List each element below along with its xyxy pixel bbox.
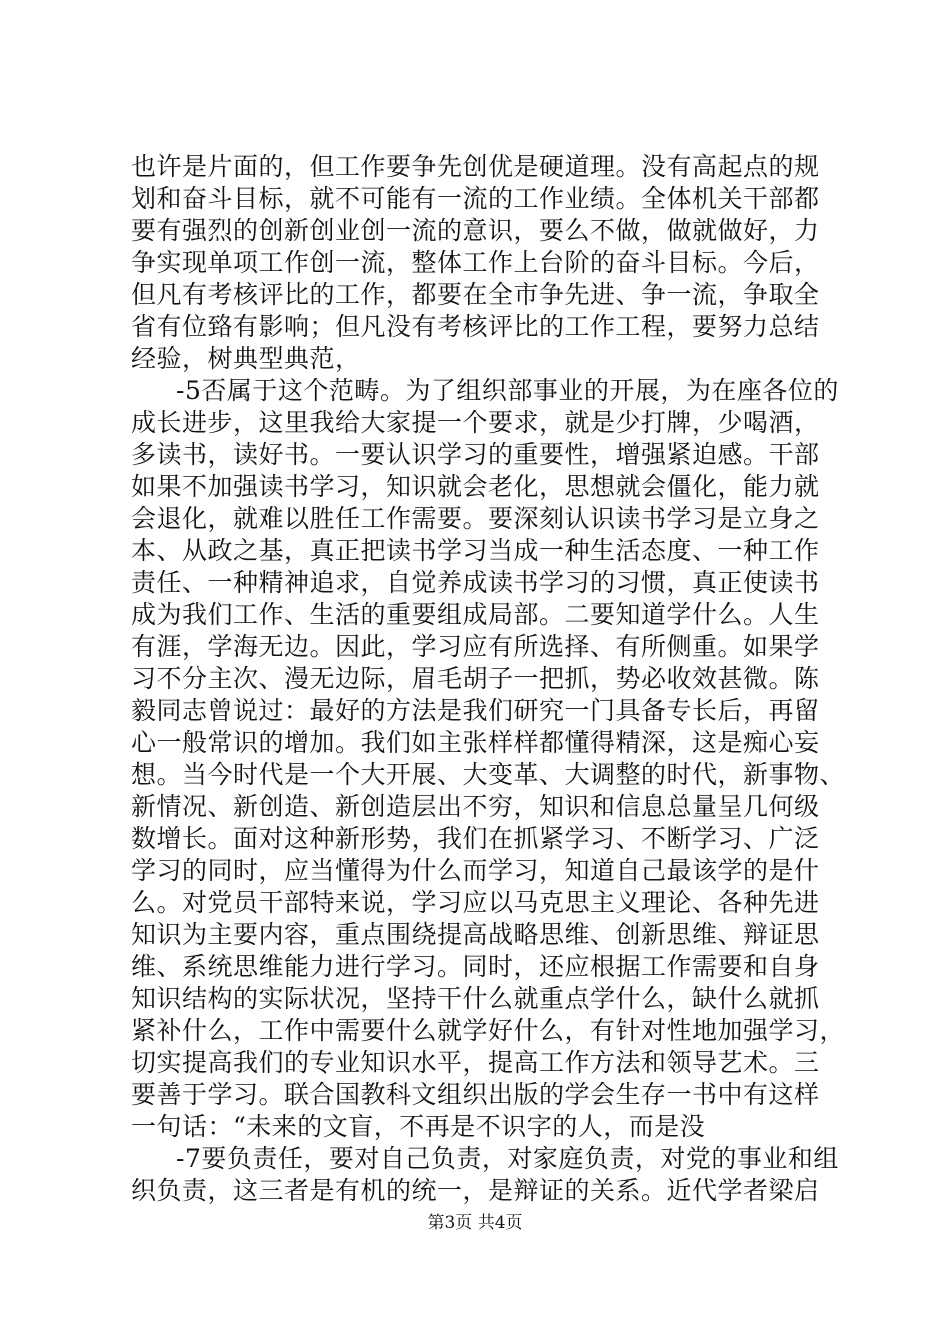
text-line: 多读书，读好书。一要认识学习的重要性，增强紧迫感。干部 — [131, 440, 820, 469]
text-line: 也许是片面的，但工作要争先创优是硬道理。没有高起点的规 — [131, 152, 820, 181]
text-line: 但凡有考核评比的工作，都要在全市争先进、争一流，争取全 — [131, 280, 820, 309]
text-line: 织负责，这三者是有机的统一，是辩证的关系。近代学者梁启 — [131, 1176, 820, 1205]
text-line: 新情况、新创造、新创造层出不穷，知识和信息总量呈几何级 — [131, 792, 820, 821]
text-line: 省有位臵有影响；但凡没有考核评比的工作工程，要努力总结 — [131, 312, 820, 341]
paragraph-start-line: -5否属于这个范畴。为了组织部事业的开展，为在座各位的 — [176, 376, 839, 405]
text-line: 成为我们工作、生活的重要组成局部。二要知道学什么。人生 — [131, 600, 820, 629]
text-line: 一句话：“未来的文盲，不再是不识字的人，而是没 — [131, 1112, 706, 1141]
text-line: 心一般常识的增加。我们如主张样样都懂得精深，这是痴心妄 — [131, 728, 820, 757]
text-line: 维、系统思维能力进行学习。同时，还应根据工作需要和自身 — [131, 952, 820, 981]
text-line: 毅同志曾说过：最好的方法是我们研究一门具备专长后，再留 — [131, 696, 820, 725]
text-line: 会退化，就难以胜任工作需要。要深刻认识读书学习是立身之 — [131, 504, 820, 533]
text-line: 知识结构的实际状况，坚持干什么就重点学什么，缺什么就抓 — [131, 984, 820, 1013]
text-line: 责任、一种精神追求，自觉养成读书学习的习惯，真正使读书 — [131, 568, 820, 597]
text-line: 争实现单项工作创一流，整体工作上台阶的奋斗目标。今后， — [131, 248, 820, 277]
text-line: 有涯，学海无边。因此，学习应有所选择、有所侧重。如果学 — [131, 632, 820, 661]
text-line: 经验，树典型典范， — [131, 344, 361, 373]
text-line: 知识为主要内容，重点围绕提高战略思维、创新思维、辩证思 — [131, 920, 820, 949]
text-line: 要善于学习。联合国教科文组织出版的学会生存一书中有这样 — [131, 1080, 820, 1109]
paragraph-start-line: -7要负责任，要对自己负责，对家庭负责，对党的事业和组 — [176, 1144, 839, 1173]
body-text — [131, 151, 846, 1207]
text-line: 么。对党员干部特来说，学习应以马克思主义理论、各种先进 — [131, 888, 820, 917]
text-line: 数增长。面对这种新形势，我们在抓紧学习、不断学习、广泛 — [131, 824, 820, 853]
text-line: 本、从政之基，真正把读书学习当成一种生活态度、一种工作 — [131, 536, 820, 565]
page-number-footer: 第3页 共4页 — [427, 1213, 523, 1233]
text-line: 习不分主次、漫无边际，眉毛胡子一把抓，势必收效甚微。陈 — [131, 664, 820, 693]
text-line: 划和奋斗目标，就不可能有一流的工作业绩。全体机关干部都 — [131, 184, 820, 213]
text-line: 要有强烈的创新创业创一流的意识，要么不做，做就做好，力 — [131, 216, 820, 245]
text-line: 如果不加强读书学习，知识就会老化，思想就会僵化，能力就 — [131, 472, 820, 501]
text-line: 切实提高我们的专业知识水平，提高工作方法和领导艺术。三 — [131, 1048, 820, 1077]
text-line: 想。当今时代是一个大开展、大变革、大调整的时代，新事物、 — [131, 760, 846, 789]
text-line: 紧补什么，工作中需要什么就学好什么，有针对性地加强学习， — [131, 1016, 846, 1045]
text-line: 学习的同时，应当懂得为什么而学习，知道自己最该学的是什 — [131, 856, 820, 885]
text-line: 成长进步，这里我给大家提一个要求，就是少打牌，少喝酒， — [131, 408, 820, 437]
